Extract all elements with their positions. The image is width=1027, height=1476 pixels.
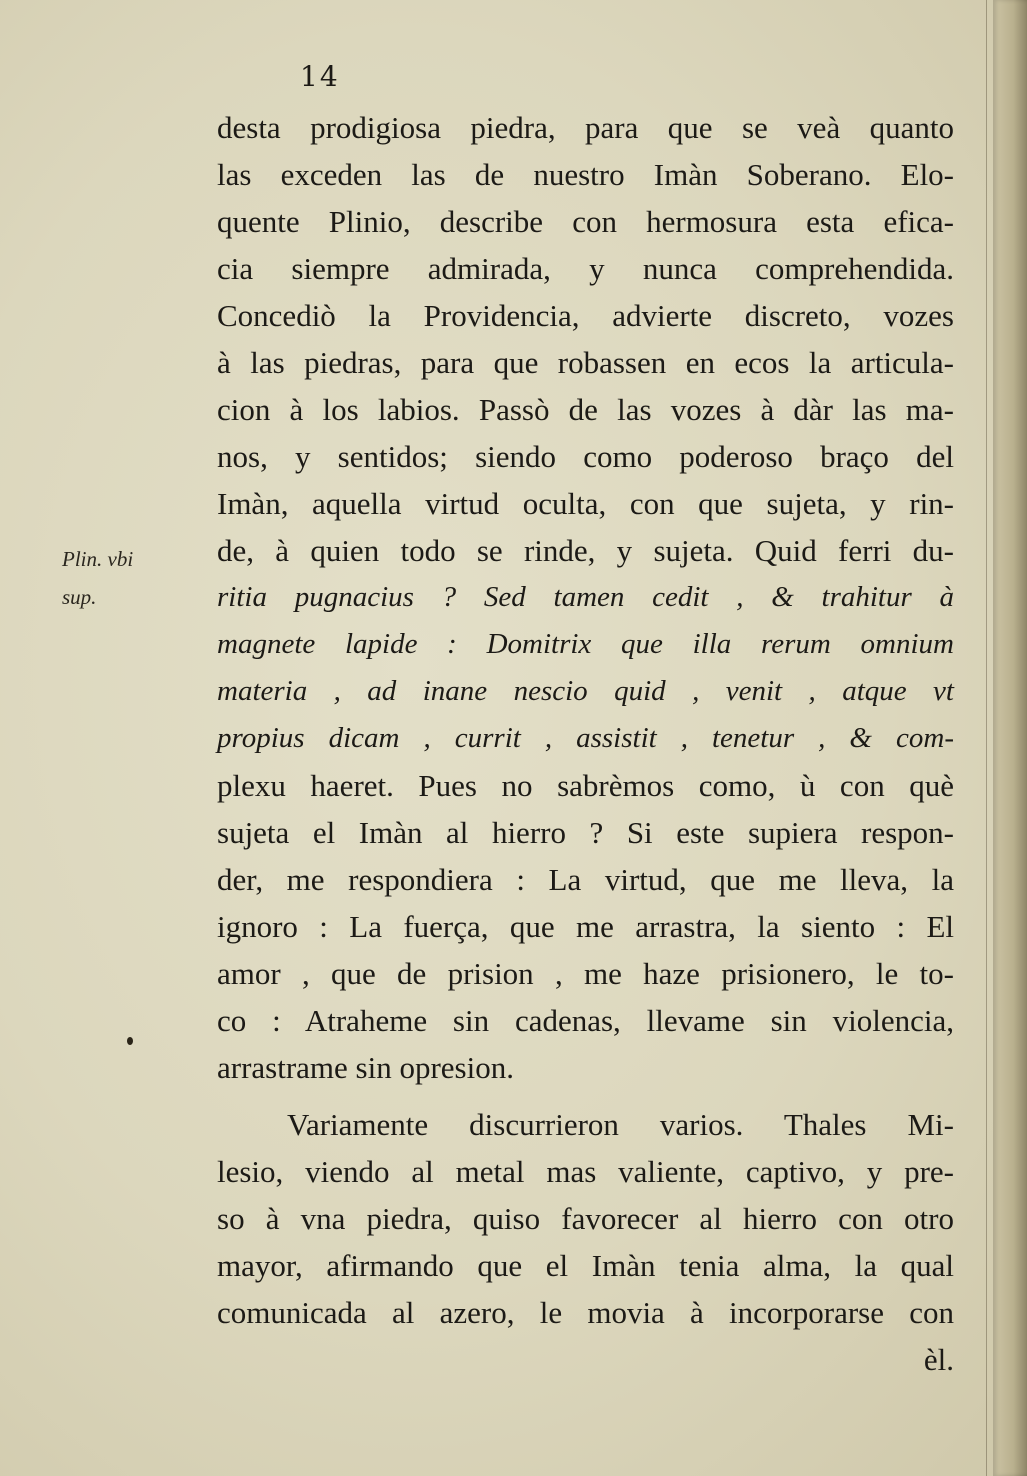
text-line: lesio, viendo al metal mas valiente, captivo, y pre- <box>217 1154 954 1189</box>
text-line: quente Plinio, describe con hermosura esta efica- <box>217 204 954 239</box>
latin-quote-line: magnete lapide : Domitrix que illa rerum omnium <box>217 628 954 660</box>
text-line: de, à quien todo se rinde, y sujeta. Quid ferri du- <box>217 533 954 568</box>
text-line: cion à los labios. Passò de las vozes à dàr las ma- <box>217 392 954 427</box>
paragraph-start-line: Variamente discurrieron varios. Thales Mi- <box>287 1107 954 1142</box>
marginal-note-line: sup. <box>62 585 97 609</box>
text-line: las exceden las de nuestro Imàn Soberano. Elo- <box>217 157 954 192</box>
text-line: ignoro : La fuerça, que me arrastra, la siento : El <box>217 909 954 944</box>
text-line: Imàn, aquella virtud oculta, con que sujeta, y rin- <box>217 486 954 521</box>
text-line: amor , que de prision , me haze prisionero, le to- <box>217 956 954 991</box>
text-line: co : Atraheme sin cadenas, llevame sin violencia, <box>217 1003 954 1038</box>
body-text <box>217 104 954 1383</box>
page-number: 14 <box>300 60 340 93</box>
text-line: mayor, afirmando que el Imàn tenia alma, la qual <box>217 1248 954 1283</box>
facing-page-edge <box>993 0 1027 1476</box>
text-line: nos, y sentidos; siendo como poderoso braço del <box>217 439 954 474</box>
text-line: Concediò la Providencia, advierte discreto, vozes <box>217 298 954 333</box>
text-line: à las piedras, para que robassen en ecos la articula- <box>217 345 954 380</box>
text-line: plexu haeret. Pues no sabrèmos como, ù con què <box>217 768 954 803</box>
text-line: desta prodigiosa piedra, para que se veà quanto <box>217 110 954 145</box>
marginal-note-line: Plin. vbi <box>62 547 134 571</box>
text-line: cia siempre admirada, y nunca comprehendida. <box>217 251 954 286</box>
page-gutter-line <box>986 0 987 1476</box>
text-line: so à vna piedra, quiso favorecer al hierro con otro <box>217 1201 954 1236</box>
marginal-note <box>62 540 192 616</box>
paragraph-end-line: arrastrame sin opresion. <box>217 1050 514 1085</box>
latin-quote-line: materia , ad inane nescio quid , venit , atque vt <box>217 675 954 707</box>
ink-speck <box>127 1037 133 1045</box>
text-line: sujeta el Imàn al hierro ? Si este supiera respon- <box>217 815 954 850</box>
paragraph-gap <box>217 1091 954 1101</box>
text-line: der, me respondiera : La virtud, que me lleva, la <box>217 862 954 897</box>
latin-quote-line: propius dicam , currit , assistit , tenetur , & com- <box>217 722 954 754</box>
latin-quote-line: ritia pugnacius ? Sed tamen cedit , & trahitur à <box>217 581 954 613</box>
text-line: comunicada al azero, le movia à incorporarse con <box>217 1295 954 1330</box>
paragraph-end-line: èl. <box>923 1342 954 1377</box>
